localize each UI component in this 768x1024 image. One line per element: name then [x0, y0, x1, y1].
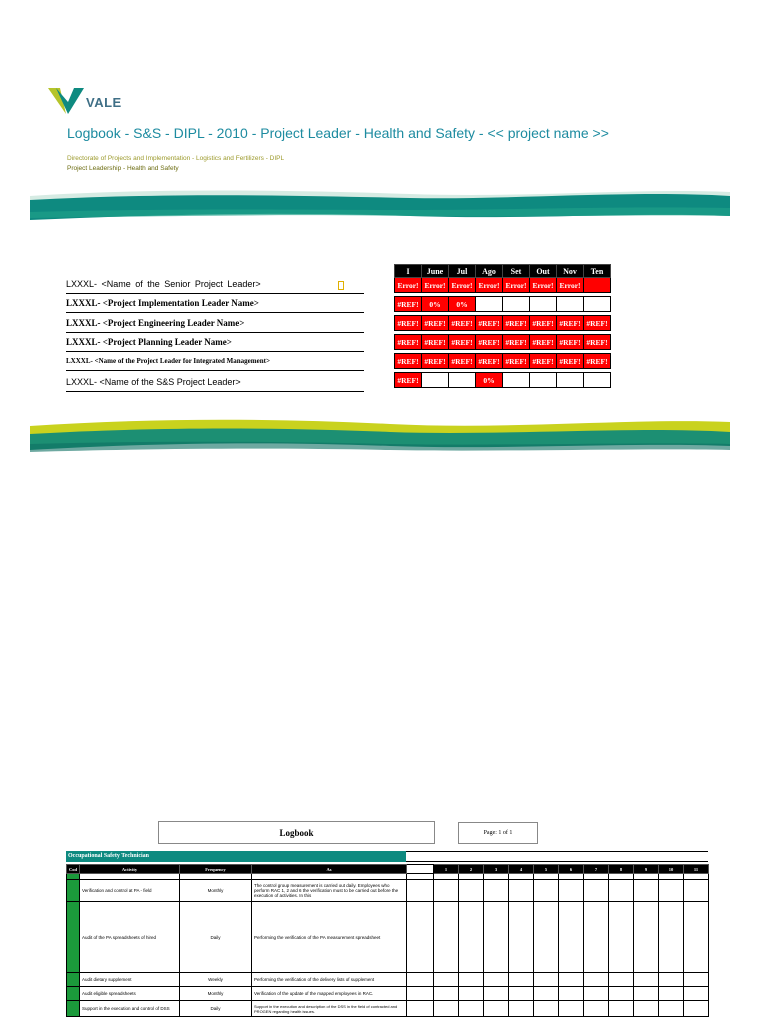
month-header: Set: [503, 265, 530, 278]
check-cell[interactable]: [509, 880, 534, 902]
month-header: Nov: [557, 265, 584, 278]
status-cell: [476, 297, 503, 312]
col-day: 8: [609, 865, 634, 874]
check-cell[interactable]: [484, 973, 509, 987]
status-row: [395, 335, 611, 350]
check-cell[interactable]: [659, 1001, 684, 1017]
status-cell: [584, 297, 611, 312]
col-day: 5: [534, 865, 559, 874]
check-cell[interactable]: [559, 880, 584, 902]
status-cell: Error!: [395, 278, 422, 293]
month-header: Jul: [449, 265, 476, 278]
month-header: June: [422, 265, 449, 278]
check-cell[interactable]: [407, 902, 434, 973]
status-cell: #REF!: [422, 316, 449, 331]
row-as: The control group measurement is carried out daily. Employees who perform RAC 1, 2 and 6 the verification must to be carried out before the execution of activities. In this: [252, 880, 407, 902]
status-cell: #REF!: [422, 335, 449, 350]
col-day: 2: [459, 865, 484, 874]
col-cod: Cod: [67, 865, 80, 874]
check-cell[interactable]: [684, 987, 709, 1001]
col-day: 11: [684, 865, 709, 874]
row-activity: Support in the execution and control of DSS: [80, 1001, 180, 1017]
status-cell: 0%: [422, 297, 449, 312]
check-cell[interactable]: [484, 902, 509, 973]
status-cell: Error!: [476, 278, 503, 293]
status-cell: #REF!: [395, 354, 422, 369]
col-day: 7: [584, 865, 609, 874]
status-cell: #REF!: [557, 335, 584, 350]
col-activity: Activity: [80, 865, 180, 874]
status-cell: [557, 373, 584, 388]
status-cell: #REF!: [395, 297, 422, 312]
top-wave-banner: [30, 186, 730, 232]
check-cell[interactable]: [459, 1001, 484, 1017]
status-cell: #REF!: [530, 335, 557, 350]
check-cell[interactable]: [634, 902, 659, 973]
row-code-cell: [67, 880, 80, 902]
col-day: 9: [634, 865, 659, 874]
leader-ss: LXXXL- <Name of the S&S Project Leader>: [66, 374, 364, 392]
check-cell[interactable]: [434, 987, 459, 1001]
check-cell[interactable]: [609, 973, 634, 987]
row-code-cell: [67, 902, 80, 973]
col-frequency: Frequency: [180, 865, 252, 874]
row-activity: Verification and control at PA - field: [80, 880, 180, 902]
status-cell: #REF!: [557, 354, 584, 369]
status-cell: 0%: [476, 373, 503, 388]
check-cell[interactable]: [484, 987, 509, 1001]
status-cell: #REF!: [503, 316, 530, 331]
leader-senior: LXXXL- <Name of the Senior Project Leader>: [66, 276, 364, 294]
month-header: I: [395, 265, 422, 278]
status-row: [395, 354, 611, 369]
cell-marker-icon: [338, 281, 344, 290]
check-cell[interactable]: [684, 973, 709, 987]
row-frequency: Monthly: [180, 987, 252, 1001]
status-cell: #REF!: [503, 335, 530, 350]
subtitle-leadership: Project Leadership - Health and Safety: [67, 165, 179, 172]
bottom-wave-banner: [30, 412, 730, 458]
status-cell: Error!: [449, 278, 476, 293]
check-cell[interactable]: [459, 902, 484, 973]
status-cell: Error!: [557, 278, 584, 293]
check-cell[interactable]: [684, 880, 709, 902]
check-cell[interactable]: [434, 902, 459, 973]
row-code-cell: [67, 1001, 80, 1017]
status-cell: 0%: [449, 297, 476, 312]
check-cell[interactable]: [509, 973, 534, 987]
check-cell[interactable]: [659, 987, 684, 1001]
check-cell[interactable]: [434, 973, 459, 987]
status-cell: #REF!: [584, 316, 611, 331]
check-cell[interactable]: [434, 1001, 459, 1017]
check-cell[interactable]: [584, 987, 609, 1001]
status-cell: #REF!: [530, 354, 557, 369]
section-header: Occupational Safety Technician: [66, 851, 406, 862]
status-cell: #REF!: [476, 335, 503, 350]
table-row: [67, 902, 709, 973]
leader-planning: LXXXL- <Project Planning Leader Name>: [66, 334, 364, 352]
check-cell[interactable]: [634, 987, 659, 1001]
check-cell[interactable]: [659, 902, 684, 973]
table-row: [67, 973, 709, 987]
vale-logo: [46, 84, 136, 118]
check-cell[interactable]: [584, 973, 609, 987]
activity-table: [66, 864, 709, 1017]
status-cell: Error!: [422, 278, 449, 293]
row-frequency: Monthly: [180, 880, 252, 902]
logbook-title: Logbook: [158, 821, 435, 844]
row-activity: Audit of the PA spreadsheets of hired: [80, 902, 180, 973]
row-frequency: Daily: [180, 902, 252, 973]
status-cell: #REF!: [503, 354, 530, 369]
status-cell: #REF!: [395, 316, 422, 331]
month-header: Out: [530, 265, 557, 278]
status-cell: #REF!: [395, 373, 422, 388]
check-cell[interactable]: [609, 1001, 634, 1017]
status-cell: #REF!: [530, 316, 557, 331]
status-cell: Error!: [530, 278, 557, 293]
check-cell[interactable]: [584, 1001, 609, 1017]
check-cell[interactable]: [559, 973, 584, 987]
status-cell: [530, 297, 557, 312]
row-activity: Audit dietary supplement: [80, 973, 180, 987]
check-cell[interactable]: [609, 880, 634, 902]
check-cell[interactable]: [684, 902, 709, 973]
status-cell: #REF!: [584, 354, 611, 369]
check-cell[interactable]: [407, 880, 434, 902]
row-as: Verification of the update of the mapped employees in RAC.: [252, 987, 407, 1001]
check-cell[interactable]: [407, 1001, 434, 1017]
row-activity: Audit eligible spreadsheets: [80, 987, 180, 1001]
check-cell[interactable]: [534, 987, 559, 1001]
row-as: Support in the execution and description of the DSS in the field of contracted and PROGEN regarding health issues.: [252, 1001, 407, 1017]
check-cell[interactable]: [459, 987, 484, 1001]
status-cell: [449, 373, 476, 388]
status-cell: #REF!: [395, 335, 422, 350]
check-cell[interactable]: [459, 880, 484, 902]
check-cell[interactable]: [407, 973, 434, 987]
status-cell: #REF!: [476, 354, 503, 369]
check-cell[interactable]: [659, 973, 684, 987]
col-day: 4: [509, 865, 534, 874]
check-cell[interactable]: [509, 1001, 534, 1017]
check-cell[interactable]: [484, 880, 509, 902]
status-cell: #REF!: [449, 354, 476, 369]
col-day: 10: [659, 865, 684, 874]
row-code-cell: [67, 987, 80, 1001]
month-header: Ago: [476, 265, 503, 278]
status-cell: [584, 278, 611, 293]
check-cell[interactable]: [459, 973, 484, 987]
table-row: [67, 1001, 709, 1017]
status-row: [395, 316, 611, 331]
status-cell: [422, 373, 449, 388]
check-cell[interactable]: [609, 987, 634, 1001]
row-frequency: Weekly: [180, 973, 252, 987]
col-day: 3: [484, 865, 509, 874]
check-cell[interactable]: [434, 880, 459, 902]
leader-engineering: LXXXL- <Project Engineering Leader Name>: [66, 315, 364, 333]
status-cell: #REF!: [584, 335, 611, 350]
status-row: [395, 297, 611, 312]
month-header-row: [395, 265, 611, 278]
status-row: [395, 373, 611, 388]
month-status-grid: [394, 264, 611, 388]
status-cell: #REF!: [449, 316, 476, 331]
status-row: [395, 278, 611, 293]
check-cell[interactable]: [559, 902, 584, 973]
check-cell[interactable]: [659, 880, 684, 902]
check-cell[interactable]: [684, 1001, 709, 1017]
table-row: [67, 880, 709, 902]
row-code-cell: [67, 973, 80, 987]
section-header-extension: [406, 851, 708, 862]
subtitle-directorate: Directorate of Projects and Implementation - Logistics and Fertilizers - DIPL: [67, 155, 285, 162]
col-as: As: [252, 865, 407, 874]
check-cell[interactable]: [634, 973, 659, 987]
status-cell: [503, 297, 530, 312]
row-as: Performing the verification of the delivery lists of supplement: [252, 973, 407, 987]
check-cell[interactable]: [559, 987, 584, 1001]
check-cell[interactable]: [534, 1001, 559, 1017]
check-cell[interactable]: [534, 902, 559, 973]
check-cell[interactable]: [559, 1001, 584, 1017]
check-cell[interactable]: [634, 880, 659, 902]
row-as: Performing the verification of the PA measurement spreadsheet: [252, 902, 407, 973]
status-cell: [557, 297, 584, 312]
status-cell: Error!: [503, 278, 530, 293]
check-cell[interactable]: [584, 880, 609, 902]
table-row: [67, 987, 709, 1001]
col-day: 1: [434, 865, 459, 874]
row-frequency: Daily: [180, 1001, 252, 1017]
month-header: Ten: [584, 265, 611, 278]
status-cell: [503, 373, 530, 388]
check-cell[interactable]: [509, 987, 534, 1001]
logo-text: VALE: [86, 95, 122, 110]
check-cell[interactable]: [534, 973, 559, 987]
col-day: 6: [559, 865, 584, 874]
check-cell[interactable]: [584, 902, 609, 973]
check-cell[interactable]: [534, 880, 559, 902]
status-cell: [530, 373, 557, 388]
page-title: Logbook - S&S - DIPL - 2010 - Project Leader - Health and Safety - << project name >>: [67, 125, 609, 141]
activity-table-header: [67, 865, 709, 874]
status-cell: #REF!: [449, 335, 476, 350]
vale-logo-icon: [46, 84, 86, 118]
status-cell: #REF!: [422, 354, 449, 369]
check-cell[interactable]: [609, 902, 634, 973]
col-spacer: [407, 865, 434, 874]
check-cell[interactable]: [634, 1001, 659, 1017]
status-cell: [584, 373, 611, 388]
leader-implementation: LXXXL- <Project Implementation Leader Name>: [66, 295, 364, 313]
status-cell: #REF!: [476, 316, 503, 331]
status-cell: #REF!: [557, 316, 584, 331]
check-cell[interactable]: [484, 1001, 509, 1017]
check-cell[interactable]: [509, 902, 534, 973]
leader-integrated-management: LXXXL- <Name of the Project Leader for Integrated Management>: [66, 353, 364, 371]
page-indicator: Page: 1 of 1: [458, 822, 538, 844]
check-cell[interactable]: [407, 987, 434, 1001]
